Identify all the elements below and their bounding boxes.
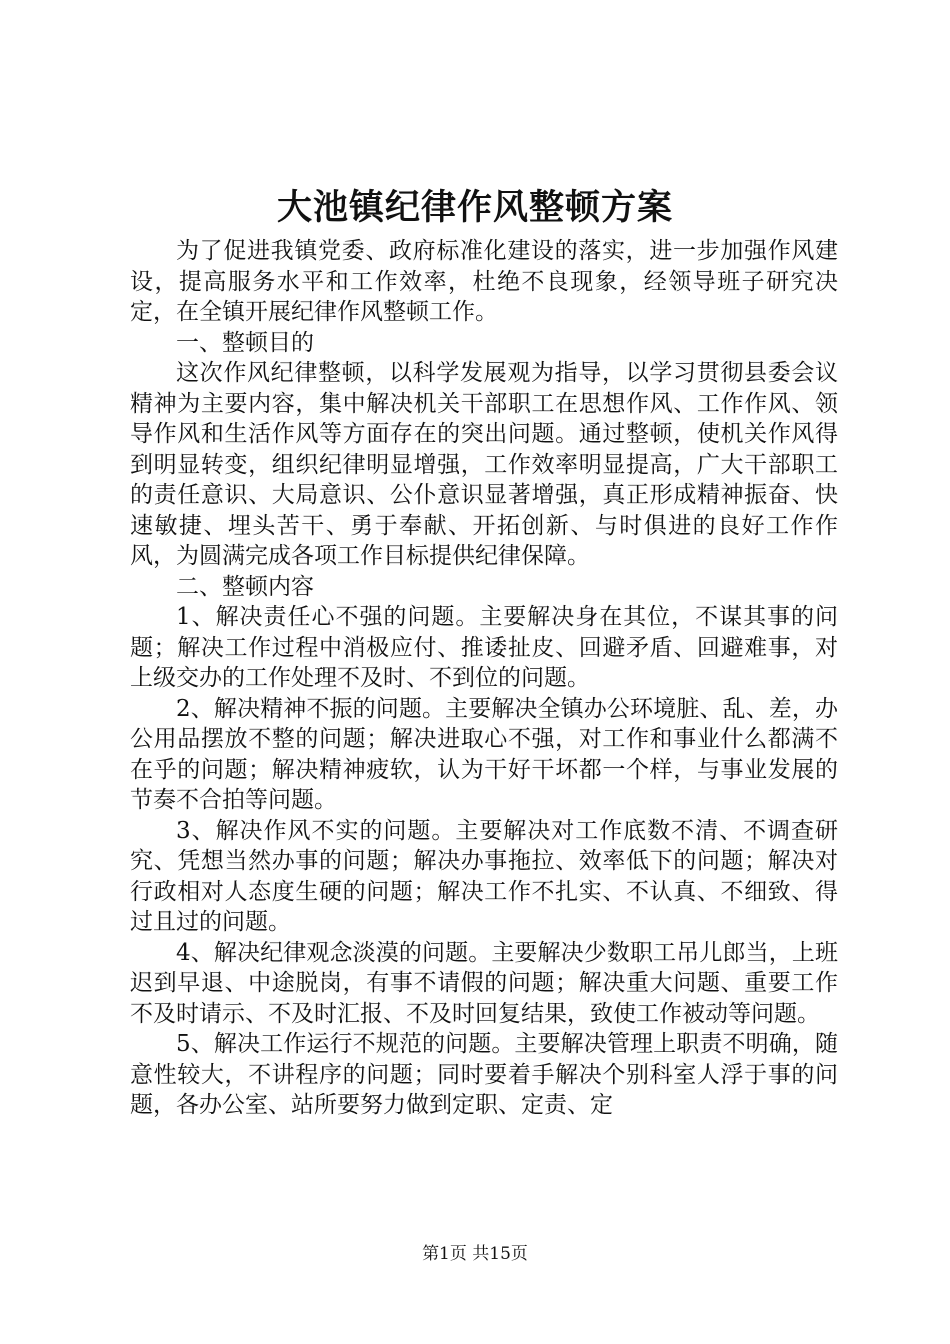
intro-paragraph: 为了促进我镇党委、政府标准化建设的落实，进一步加强作风建设，提高服务水平和工作效率，杜绝不良现象，经领导班子研究决定，在全镇开展纪律作风整顿工作。 <box>130 238 838 325</box>
content-item-3: 3、解决作风不实的问题。主要解决对工作底数不清、不调查研究、凭想当然办事的问题；解决办事拖拉、效率低下的问题；解决对行政相对人态度生硬的问题；解决工作不扎实、不认真、不细致、得过且过的问题。 <box>130 817 838 935</box>
section-heading-content: 二、整顿内容 <box>176 573 314 600</box>
document-body <box>130 236 838 1121</box>
content-item-5: 5、解决工作运行不规范的问题。主要解决管理上职责不明确，随意性较大，不讲程序的问题；同时要着手解决个别科室人浮于事的问题，各办公室、站所要努力做到定职、定责、定 <box>130 1031 838 1118</box>
content-item-2: 2、解决精神不振的问题。主要解决全镇办公环境脏、乱、差，办公用品摆放不整的问题；解决进取心不强，对工作和事业什么都满不在乎的问题；解决精神疲软，认为干好干坏都一个样，与事业发展的节奏不合拍等问题。 <box>130 695 838 813</box>
content-item-4: 4、解决纪律观念淡漠的问题。主要解决少数职工吊儿郎当，上班迟到早退、中途脱岗，有事不请假的问题；解决重大问题、重要工作不及时请示、不及时汇报、不及时回复结果，致使工作被动等问题。 <box>130 939 838 1027</box>
content-item-1: 1、解决责任心不强的问题。主要解决身在其位，不谋其事的问题；解决工作过程中消极应付、推诿扯皮、回避矛盾、回避难事，对上级交办的工作处理不及时、不到位的问题。 <box>130 604 838 691</box>
document-title: 大池镇纪律作风整顿方案 <box>276 187 673 228</box>
page-footer: 第1页 共15页 <box>422 1244 528 1264</box>
section-heading-purpose: 一、整顿目的 <box>176 329 314 356</box>
purpose-paragraph: 这次作风纪律整顿，以科学发展观为指导，以学习贯彻县委会议精神为主要内容，集中解决机关干部职工在思想作风、工作作风、领导作风和生活作风等方面存在的突出问题。通过整顿，使机关作风得到明显转变，组织纪律明显增强，工作效率明显提高，广大干部职工的责任意识、大局意识、公仆意识显著增强，真正形成精神振奋、快速敏捷、埋头苦干、勇于奉献、开拓创新、与时俱进的良好工作作风，为圆满完成各项工作目标提供纪律保障。 <box>130 360 838 569</box>
